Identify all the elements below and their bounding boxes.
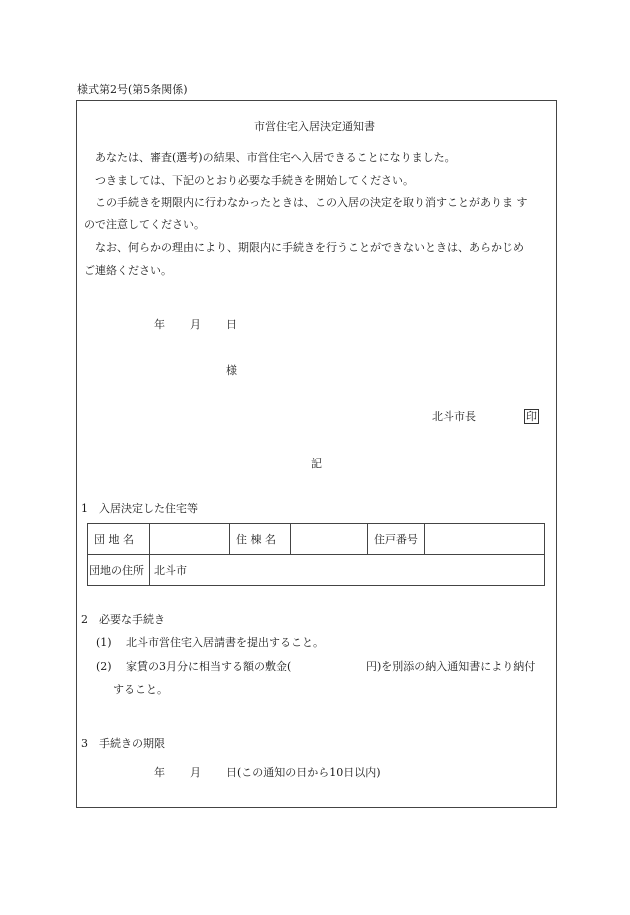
section2-heading: 2 必要な手続き — [81, 613, 165, 626]
date-month: 月 — [190, 318, 201, 331]
deadline-day-note: 日(この通知の日から10日以内) — [226, 766, 381, 779]
item1-text: 北斗市営住宅入居請書を提出すること。 — [126, 636, 324, 649]
item2-number: (2) — [96, 660, 112, 673]
section3-heading: 3 手続きの期限 — [81, 737, 165, 750]
section1-heading: 1 入居決定した住宅等 — [81, 502, 198, 515]
sender-name: 北斗市長 — [432, 410, 476, 423]
date-year: 年 — [154, 318, 165, 331]
complex-name-value — [150, 524, 230, 555]
form-number: 様式第2号(第5条関係) — [77, 83, 188, 96]
body-line-2: つきましては、下記のとおり必要な手続きを開始してください。 — [95, 174, 414, 187]
unit-number-label: 住戸番号 — [368, 524, 425, 555]
item1-number: (1) — [96, 636, 112, 649]
table-row — [88, 555, 545, 586]
building-name-value — [291, 524, 368, 555]
body-line-5: なお、何らかの理由により、期限内に手続きを行うことができないときは、あらかじめ — [95, 241, 524, 254]
date-day: 日 — [226, 318, 237, 331]
body-line-4: ので注意してください。 — [84, 218, 205, 231]
deadline-year: 年 — [154, 766, 165, 779]
item2-text-b: 円)を別添の納入通知書により納付 — [366, 660, 536, 673]
ki-heading: 記 — [311, 457, 322, 470]
seal-mark — [524, 409, 539, 424]
item2-text-c: すること。 — [113, 683, 168, 696]
complex-name-label: 団 地 名 — [88, 524, 150, 555]
body-line-6: ご連絡ください。 — [84, 264, 172, 277]
recipient-suffix: 様 — [226, 364, 237, 377]
unit-number-value — [425, 524, 545, 555]
body-line-1: あなたは、審査(選考)の結果、市営住宅へ入居できることになりました。 — [95, 151, 456, 164]
building-name-label: 住 棟 名 — [230, 524, 291, 555]
seal-text: 印 — [526, 410, 537, 423]
table-row — [88, 524, 545, 555]
address-value: 北斗市 — [150, 555, 545, 586]
deadline-month: 月 — [190, 766, 201, 779]
address-label: 団地の住所 — [88, 555, 150, 586]
item2-text-a: 家賃の3月分に相当する額の敷金( — [126, 660, 292, 673]
body-line-3: この手続きを期限内に行わなかったときは、この入居の決定を取り消すことがありま す — [95, 196, 528, 209]
document-title: 市営住宅入居決定通知書 — [254, 120, 375, 133]
housing-info-table — [87, 523, 545, 586]
